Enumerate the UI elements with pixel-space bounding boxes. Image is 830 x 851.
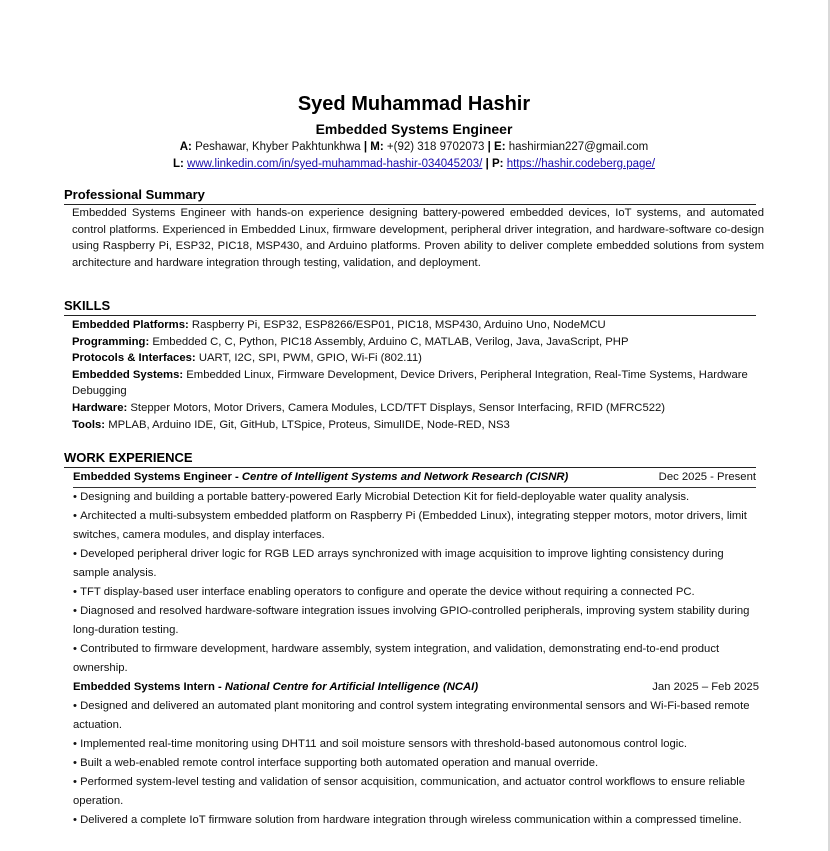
skill-label: Embedded Systems: [72,368,184,381]
resume-header [60,92,768,173]
bullet-item: • Contributed to firmware development, hardware assembly, system integration, and validation, demonstrating end-to-end product ownership. [73,640,759,678]
email-address: hashirmian227@gmail.com [508,141,649,153]
skill-label: Programming: [72,335,150,348]
job-entry-ncai [73,678,759,830]
summary-heading: Professional Summary [64,187,756,205]
job-title [73,678,478,697]
contact-line-2 [60,156,768,173]
skill-programming [72,334,756,351]
email-label: E: [494,141,506,153]
job-header [73,468,756,488]
bullet-item: • Designing and building a portable battery-powered Early Microbial Detection Kit for field-deployable water quality analysis. [73,488,759,507]
skill-value: MPLAB, Arduino IDE, Git, GitHub, LTSpice, Proteus, SimulIDE, Node-RED, NS3 [108,418,510,431]
bullet-item: • Architected a multi-subsystem embedded platform on Raspberry Pi (Embedded Linux), integrating stepper motors, motor drivers, limit switches, camera modules, and display interfaces. [73,507,759,545]
job-position: Embedded Systems Intern - [73,681,225,693]
skill-label: Protocols & Interfaces: [72,352,196,365]
address-label: A: [179,141,192,153]
linkedin-link[interactable]: www.linkedin.com/in/syed-muhammad-hashir-034045203/ [187,158,483,170]
job-organization: National Centre for Artificial Intelligence (NCAI) [224,681,479,693]
mobile-label: M: [370,141,384,153]
skill-value: Embedded Linux, Firmware Development, Device Drivers, Peripheral Integration, Real-Time Systems, Hardware Debugging [72,368,748,398]
skill-tools [72,417,756,434]
address: Peshawar, Khyber Pakhtunkhwa [195,141,361,153]
job-bullets [73,697,759,830]
summary-paragraph: Embedded Systems Engineer with hands-on experience designing battery-powered embedded devices, IoT systems, and automated control platforms. Experienced in Embedded Linux, firmware development, peripheral driver integration, and hardware-software co-design using Raspberry Pi, ESP32, PIC18, MSP430, and Arduino platforms. Proven ability to deliver complete embedded solutions from system architecture and hardware integration through testing, validation, and deployment. [72,207,764,269]
skill-embedded-platforms [72,317,756,334]
bullet-item: • TFT display-based user interface enabling operators to configure and operate the device without requiring a connected PC. [73,583,759,602]
bullet-item: • Designed and delivered an automated plant monitoring and control system integrating environmental sensors and Wi-Fi-based remote actuation. [73,697,759,735]
skill-value: Raspberry Pi, ESP32, ESP8266/ESP01, PIC18, MSP430, Arduino Uno, NodeMCU [191,319,606,331]
skills-heading: SKILLS [64,298,756,316]
skills-section [64,298,756,433]
bullet-item: • Implemented real-time monitoring using DHT11 and soil moisture sensors with threshold-based autonomous control logic. [73,735,759,754]
bullet-item: • Performed system-level testing and validation of sensor acquisition, communication, and actuator control workflows to ensure reliable operation. [73,773,759,811]
job-position: Embedded Systems Engineer - [73,471,242,483]
bullet-item: • Diagnosed and resolved hardware-software integration issues involving GPIO-controlled peripherals, improving system stability during long-duration testing. [73,602,759,640]
bullet-item: • Developed peripheral driver logic for RGB LED arrays synchronized with image acquisition to improve lighting consistency during sample analysis. [73,545,759,583]
portfolio-label: P: [491,158,504,170]
bullet-item: • Built a web-enabled remote control interface supporting both automated operation and manual override. [73,754,759,773]
experience-section [64,450,759,830]
skill-hardware [72,400,756,417]
separator: | [363,141,368,153]
skill-label: Tools: [72,418,106,431]
separator: | [487,141,491,153]
skill-label: Embedded Platforms: [72,319,189,331]
skill-protocols [72,350,756,367]
skill-value: Stepper Motors, Motor Drivers, Camera Modules, LCD/TFT Displays, Sensor Interfacing, RFID (MFRC522) [130,401,666,414]
job-organization: Centre of Intelligent Systems and Network Research (CISNR) [241,471,569,483]
job-bullets [73,488,759,678]
candidate-role: Embedded Systems Engineer [315,121,513,137]
experience-heading: WORK EXPERIENCE [64,450,756,468]
job-date: Dec 2025 - Present [658,471,756,483]
summary-section [64,187,764,271]
portfolio-link[interactable]: https://hashir.codeberg.page/ [506,158,656,170]
skills-list [72,317,756,433]
job-entry-cisnr [73,468,759,678]
skill-value: UART, I2C, SPI, PWM, GPIO, Wi-Fi (802.11) [198,352,422,365]
job-title [73,468,568,487]
bullet-item: • Delivered a complete IoT firmware solution from hardware integration through wireless communication within a compressed timeline. [73,811,759,830]
separator: | [485,158,489,170]
contact-line-1 [60,139,768,156]
job-header [73,678,759,697]
candidate-name: Syed Muhammad Hashir [297,93,531,115]
linkedin-label: L: [172,158,184,170]
skill-embedded-systems [72,367,756,400]
skill-label: Hardware: [72,401,128,414]
job-date: Jan 2025 – Feb 2025 [652,681,759,693]
skill-value: Embedded C, C, Python, PIC18 Assembly, Arduino C, MATLAB, Verilog, Java, JavaScript, PHP [152,335,629,348]
mobile-number: +(92) 318 9702073 [386,141,485,153]
